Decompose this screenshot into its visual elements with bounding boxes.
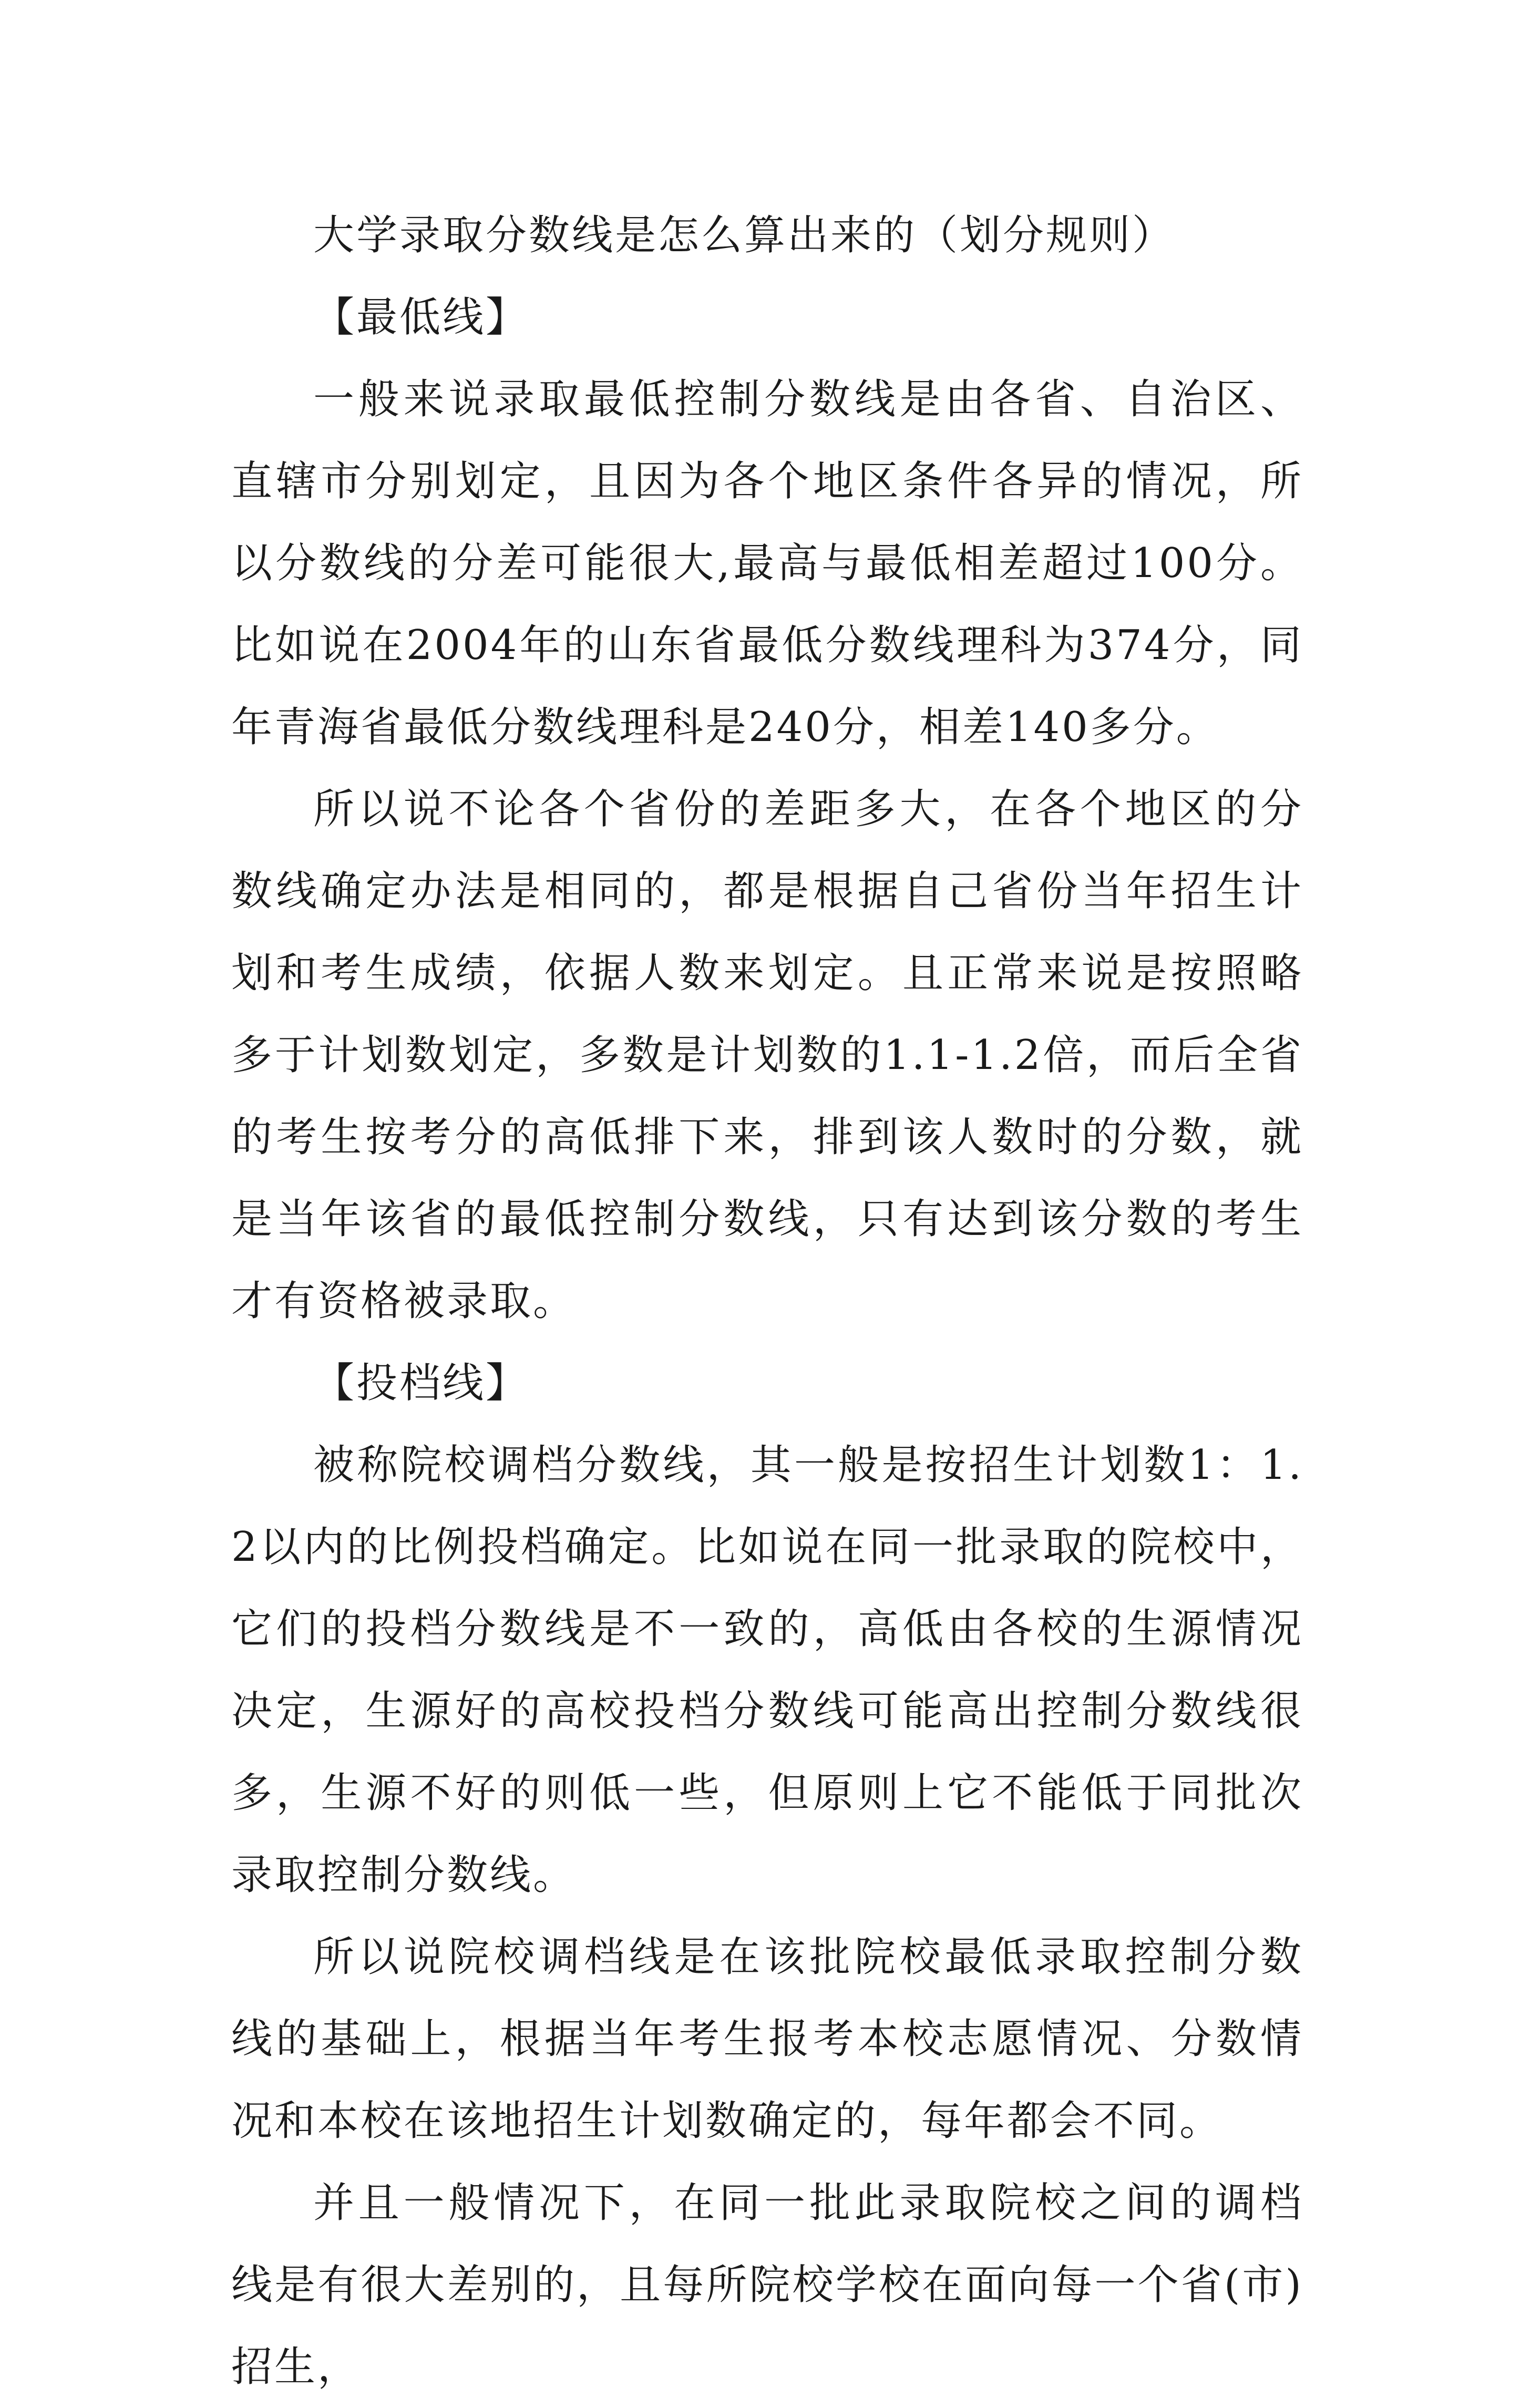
paragraph: 并且一般情况下，在同一批此录取院校之间的调档线是有很大差别的，且每所院校学校在面向每一个省(市)招生，: [231, 2179, 1303, 2391]
section-heading-submission-line: 【投档线】: [313, 1360, 529, 1407]
document-title: 大学录取分数线是怎么算出来的（划分规则）: [313, 212, 1176, 259]
paragraph: 一般来说录取最低控制分数线是由各省、自治区、直辖市分别划定，且因为各个地区条件各异的情况，所以分数线的分差可能很大,最高与最低相差超过100分。比如说在2004年的山东省最低分数线理科为374分，同年青海省最低分数线理科是240分，相差140多分。: [231, 376, 1303, 751]
document-body: [231, 194, 1303, 2408]
paragraph: 所以说院校调档线是在该批院校最低录取控制分数线的基础上，根据当年考生报考本校志愿情况、分数情况和本校在该地招生计划数确定的，每年都会不同。: [231, 1933, 1303, 2145]
section-heading-minimum-line: 【最低线】: [313, 294, 529, 341]
paragraph: 被称院校调档分数线，其一般是按招生计划数1：1.2以内的比例投档确定。比如说在同一批录取的院校中，它们的投档分数线是不一致的，高低由各校的生源情况决定，生源好的高校投档分数线可能高出控制分数线很多，生源不好的则低一些，但原则上它不能低于同批次录取控制分数线。: [231, 1442, 1303, 1899]
paragraph: 所以说不论各个省份的差距多大，在各个地区的分数线确定办法是相同的，都是根据自己省份当年招生计划和考生成绩，依据人数来划定。且正常来说是按照略多于计划数划定，多数是计划数的1.1-1.2倍，而后全省的考生按考分的高低排下来，排到该人数时的分数，就是当年该省的最低控制分数线，只有达到该分数的考生才有资格被录取。: [231, 786, 1303, 1325]
